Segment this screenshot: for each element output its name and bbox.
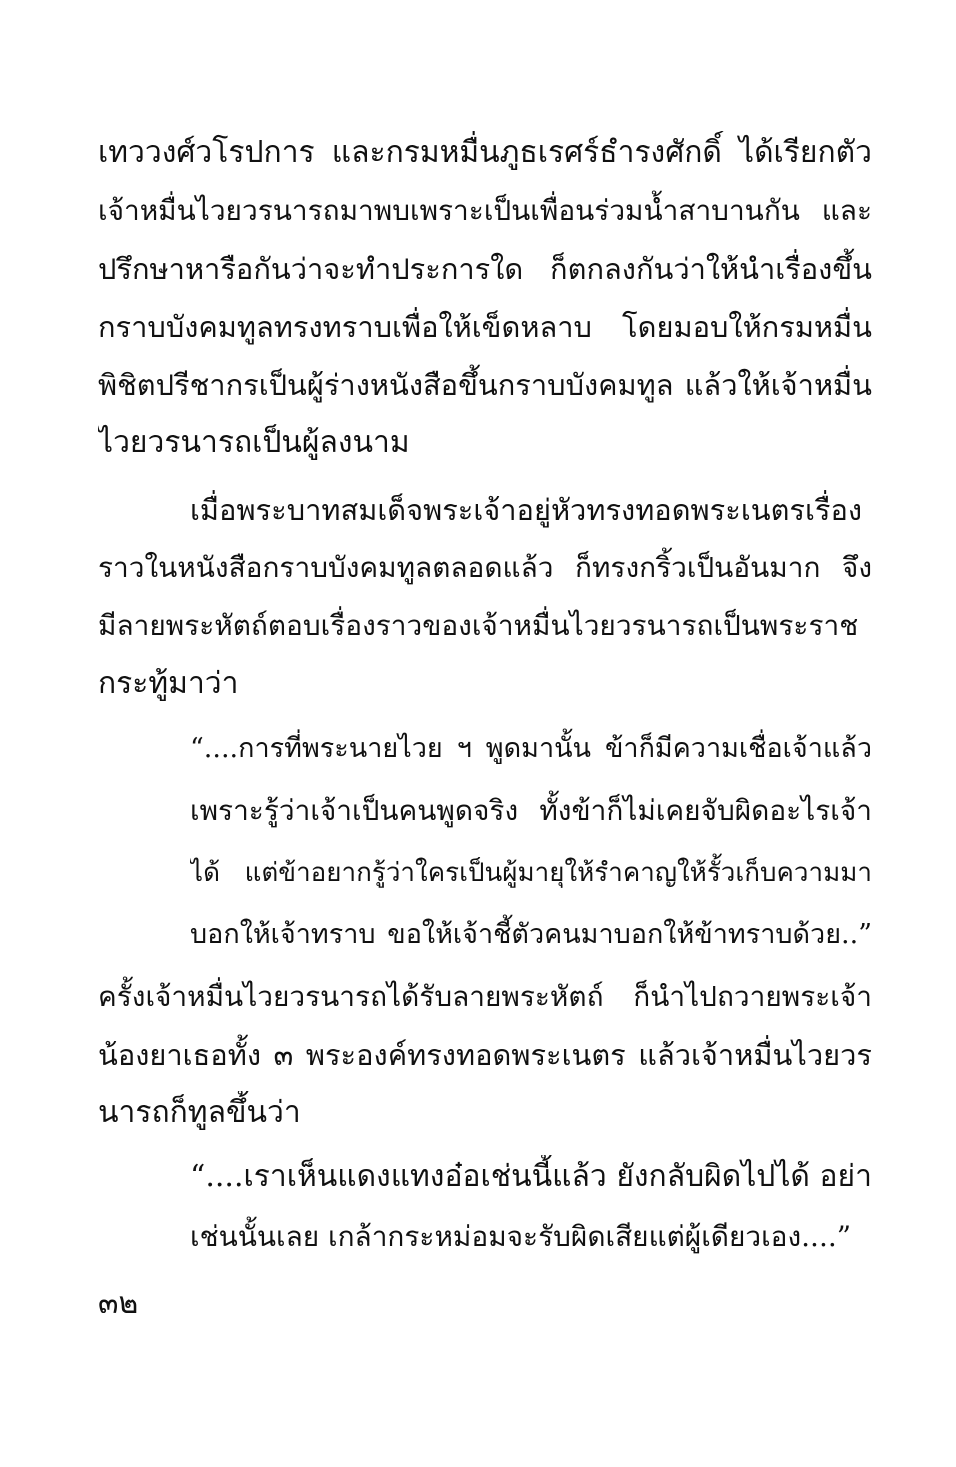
- text-line: กราบบังคมทูลทรงทราบเพื่อให้เข็ดหลาบ โดยมอบให้กรมหมื่น: [98, 310, 872, 344]
- quote-line: “....การที่พระนายไวย ฯ พูดมานั้น ข้าก็มีความเชื่อเจ้าแล้ว: [190, 733, 872, 764]
- paragraph-first-line: เมื่อพระบาทสมเด็จพระเจ้าอยู่หัวทรงทอดพระเนตรเรื่อง: [190, 493, 863, 527]
- quote-line: “....เราเห็นแดงแทงอ๋อเช่นนี้แล้ว ยังกลับผิดไปได้ อย่า: [190, 1159, 872, 1194]
- quote-line: เช่นนั้นเลย เกล้ากระหม่อมจะรับผิดเสียแต่ผู้เดียวเอง....”: [190, 1220, 852, 1253]
- text-line: พิชิตปรีชากรเป็นผู้ร่างหนังสือขึ้นกราบบังคมทูล แล้วให้เจ้าหมื่น: [98, 368, 872, 402]
- quote-line: ได้ แต่ข้าอยากรู้ว่าใครเป็นผู้มายุให้รำคาญให้รั้วเก็บความมา: [190, 858, 872, 888]
- quote-line: บอกให้เจ้าทราบ ขอให้เจ้าชี้ตัวคนมาบอกให้ข้าทราบด้วย..”: [190, 919, 872, 950]
- text-line: น้องยาเธอทั้ง ๓ พระองค์ทรงทอดพระเนตร แล้วเจ้าหมื่นไวยวร: [98, 1038, 872, 1072]
- text-line: ไวยวรนารถเป็นผู้ลงนาม: [98, 425, 410, 460]
- text-line: มีลายพระหัตถ์ตอบเรื่องราวของเจ้าหมื่นไวยวรนารถเป็นพระราช: [98, 609, 859, 642]
- text-line: ปรึกษาหารือกันว่าจะทำประการใด ก็ตกลงกันว่าให้นำเรื่องขึ้น: [98, 252, 872, 286]
- page-number: ๓๒: [98, 1286, 139, 1321]
- text-line: เทววงศ์วโรปการ และกรมหมื่นภูธเรศร์ธำรงศักดิ์ ได้เรียกตัว: [98, 135, 872, 170]
- text-line: เจ้าหมื่นไวยวรนารถมาพบเพราะเป็นเพื่อนร่วมน้ำสาบานกัน และ: [98, 194, 872, 227]
- text-line: ครั้งเจ้าหมื่นไวยวรนารถได้รับลายพระหัตถ์ ก็นำไปถวายพระเจ้า: [98, 980, 872, 1013]
- text-line: กระทู้มาว่า: [98, 666, 239, 701]
- text-line: นารถก็ทูลขึ้นว่า: [98, 1095, 301, 1130]
- quote-line: เพราะรู้ว่าเจ้าเป็นคนพูดจริง ทั้งข้าก็ไม่เคยจับผิดอะไรเจ้า: [190, 794, 872, 827]
- text-line: ราวในหนังสือกราบบังคมทูลตลอดแล้ว ก็ทรงกริ้วเป็นอันมาก จึง: [98, 551, 872, 584]
